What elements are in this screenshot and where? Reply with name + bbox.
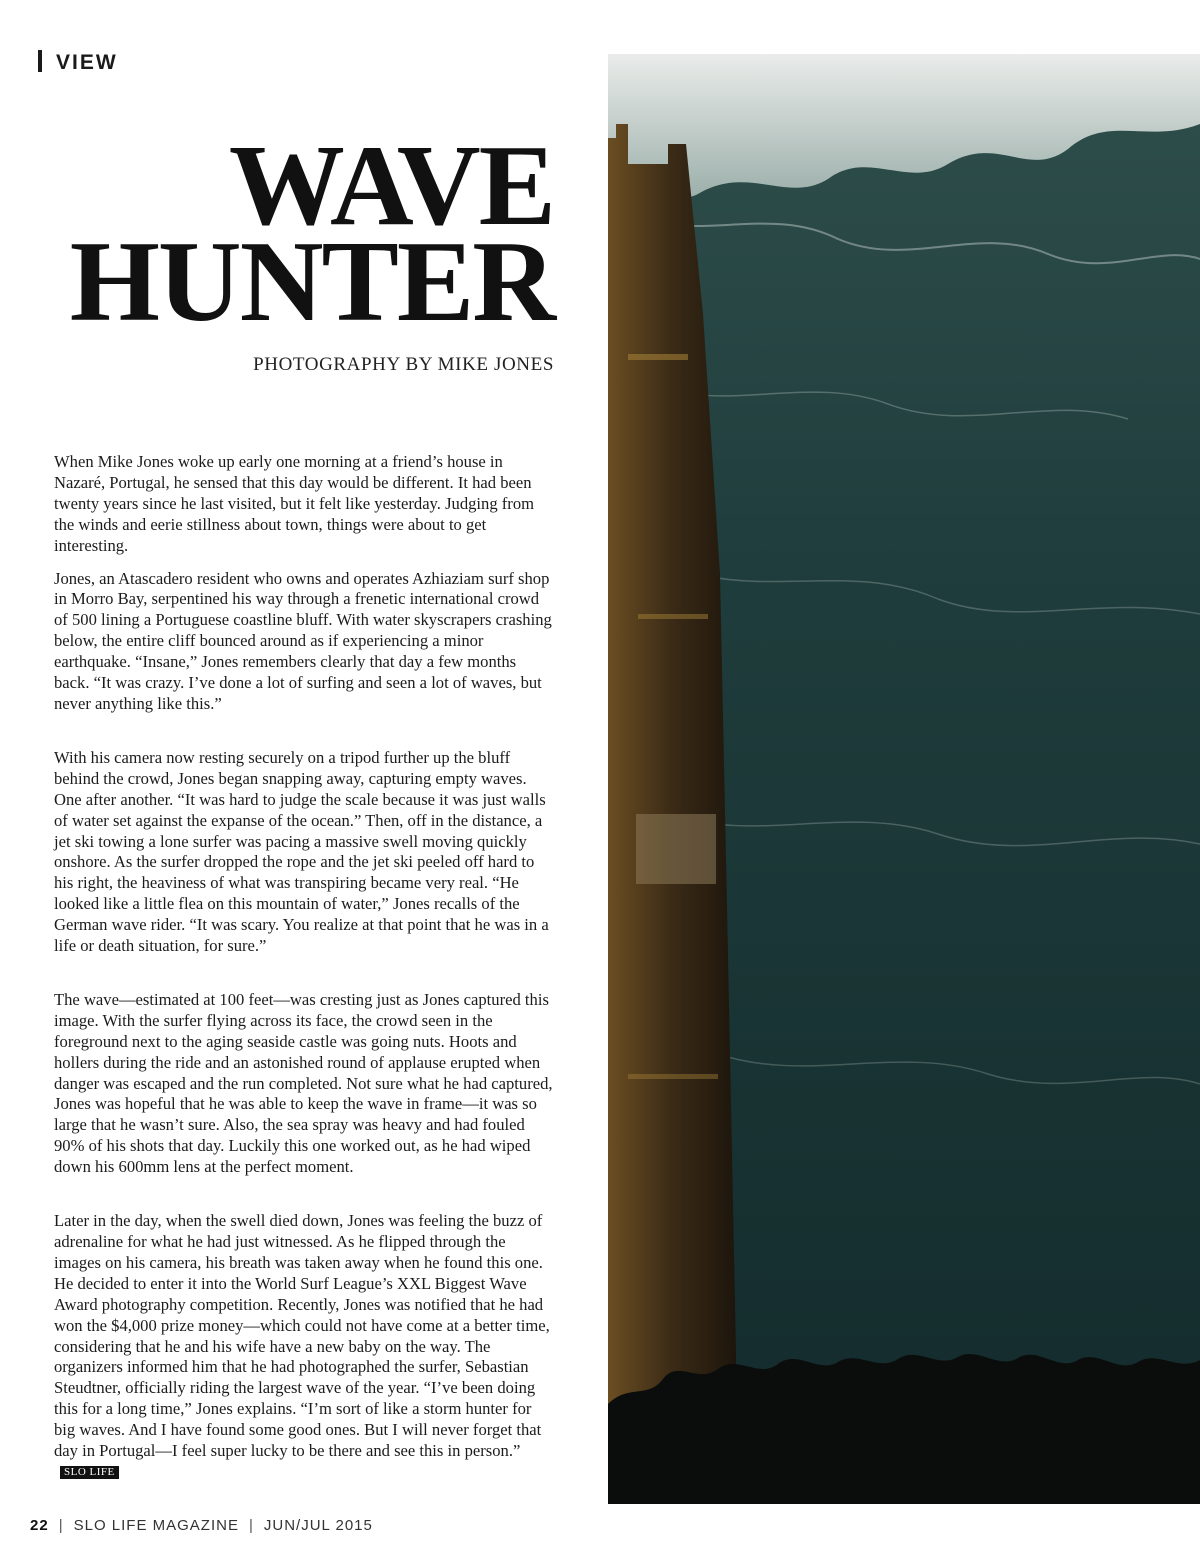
- title-line-1: WAVE: [228, 122, 554, 250]
- footer-separator: |: [248, 1517, 254, 1534]
- paragraph-3: With his camera now resting securely on a tripod further up the bluff behind the crowd, Jones began snapping away, capturing empty waves. One after another. “It was hard to judge the scale because it was just walls of water set against the expanse of the ocean.” Then, off in the distance, a jet ski towing a lone surfer was pacing a massive swell moving quickly onshore. As the surfer dropped the rope and the jet ski peeled off hard to his right, the heaviness of what was transpiring became very real. “He looked like a little flea on this mountain of water,” Jones recalls of the German wave rider. “It was scary. You realize at that point that he was in a life or death situation, for sure.”: [54, 747, 549, 956]
- footer-separator: |: [58, 1517, 64, 1534]
- section-divider: [38, 50, 42, 72]
- photo-credit: PHOTOGRAPHY BY MIKE JONES: [253, 354, 554, 375]
- paragraph-5: [54, 1211, 554, 1483]
- paragraph-5-text: Later in the day, when the swell died down, Jones was feeling the buzz of adrenaline for what he had just witnessed. As he flipped through the images on his camera, his breath was taken away when he found this one. He decided to enter it into the World Surf League’s XXL Biggest Wave Award photography competition. Recently, Jones was notified that he had won the $4,000 prize money—which could not have come at a better time, considering that he and his wife have a new baby on the way. The organizers informed him that he had photographed the surfer, Sebastian Steudtner, officially riding the largest wave of the year. “I’ve been doing this for a long time,” Jones explains. “I’m sort of like a storm hunter for big waves. And I have found some good ones. But I will never forget that day in Portugal—I feel super lucky to be there and see this in person.”: [54, 1211, 550, 1461]
- article-body: [54, 452, 554, 1483]
- paragraph-4: The wave—estimated at 100 feet—was cresting just as Jones captured this image. With the surfer flying across its face, the crowd seen in the foreground next to the aging seaside castle was going nuts. Hoots and hollers during the ride and an astonished round of applause erupted when danger was escaped and the run completed. Not sure what he had captured, Jones was hopeful that he was able to keep the wave in frame—it was so large that he wasn’t sure. Also, the sea spray was heavy and had fouled 90% of his shots that day. Luckily this one worked out, as he had wiped down his 600mm lens at the perfect moment.: [54, 989, 553, 1177]
- section-tag: [38, 50, 118, 75]
- title-line-2: HUNTER: [69, 218, 554, 346]
- wave-photo: [608, 54, 1200, 1504]
- page-number: 22: [30, 1517, 49, 1534]
- wave-photo-illustration: [608, 54, 1200, 1504]
- issue-date: JUN/JUL 2015: [263, 1517, 373, 1534]
- publication-name: SLO LIFE MAGAZINE: [73, 1517, 239, 1534]
- page-footer: [30, 1517, 373, 1534]
- section-label: VIEW: [56, 51, 118, 74]
- paragraph-1: When Mike Jones woke up early one morning at a friend’s house in Nazaré, Portugal, he sensed that this day would be different. It had been twenty years since he last visited, but it felt like yesterday. Judging from the winds and eerie stillness about town, things were about to get interesting.: [54, 452, 535, 555]
- paragraph-2: Jones, an Atascadero resident who owns and operates Azhiaziam surf shop in Morro Bay, serpentined his way through a frenetic international crowd of 500 lining a Portuguese coastline bluff. With water skyscrapers crashing below, the entire cliff bounced around as if experiencing a minor earthquake. “Insane,” Jones remembers clearly that day a few months back. “It was crazy. I’ve done a lot of surfing and seen a lot of waves, but never anything like this.”: [54, 568, 552, 713]
- article-title: [69, 122, 554, 346]
- end-mark-logo: SLO LIFE: [60, 1466, 119, 1479]
